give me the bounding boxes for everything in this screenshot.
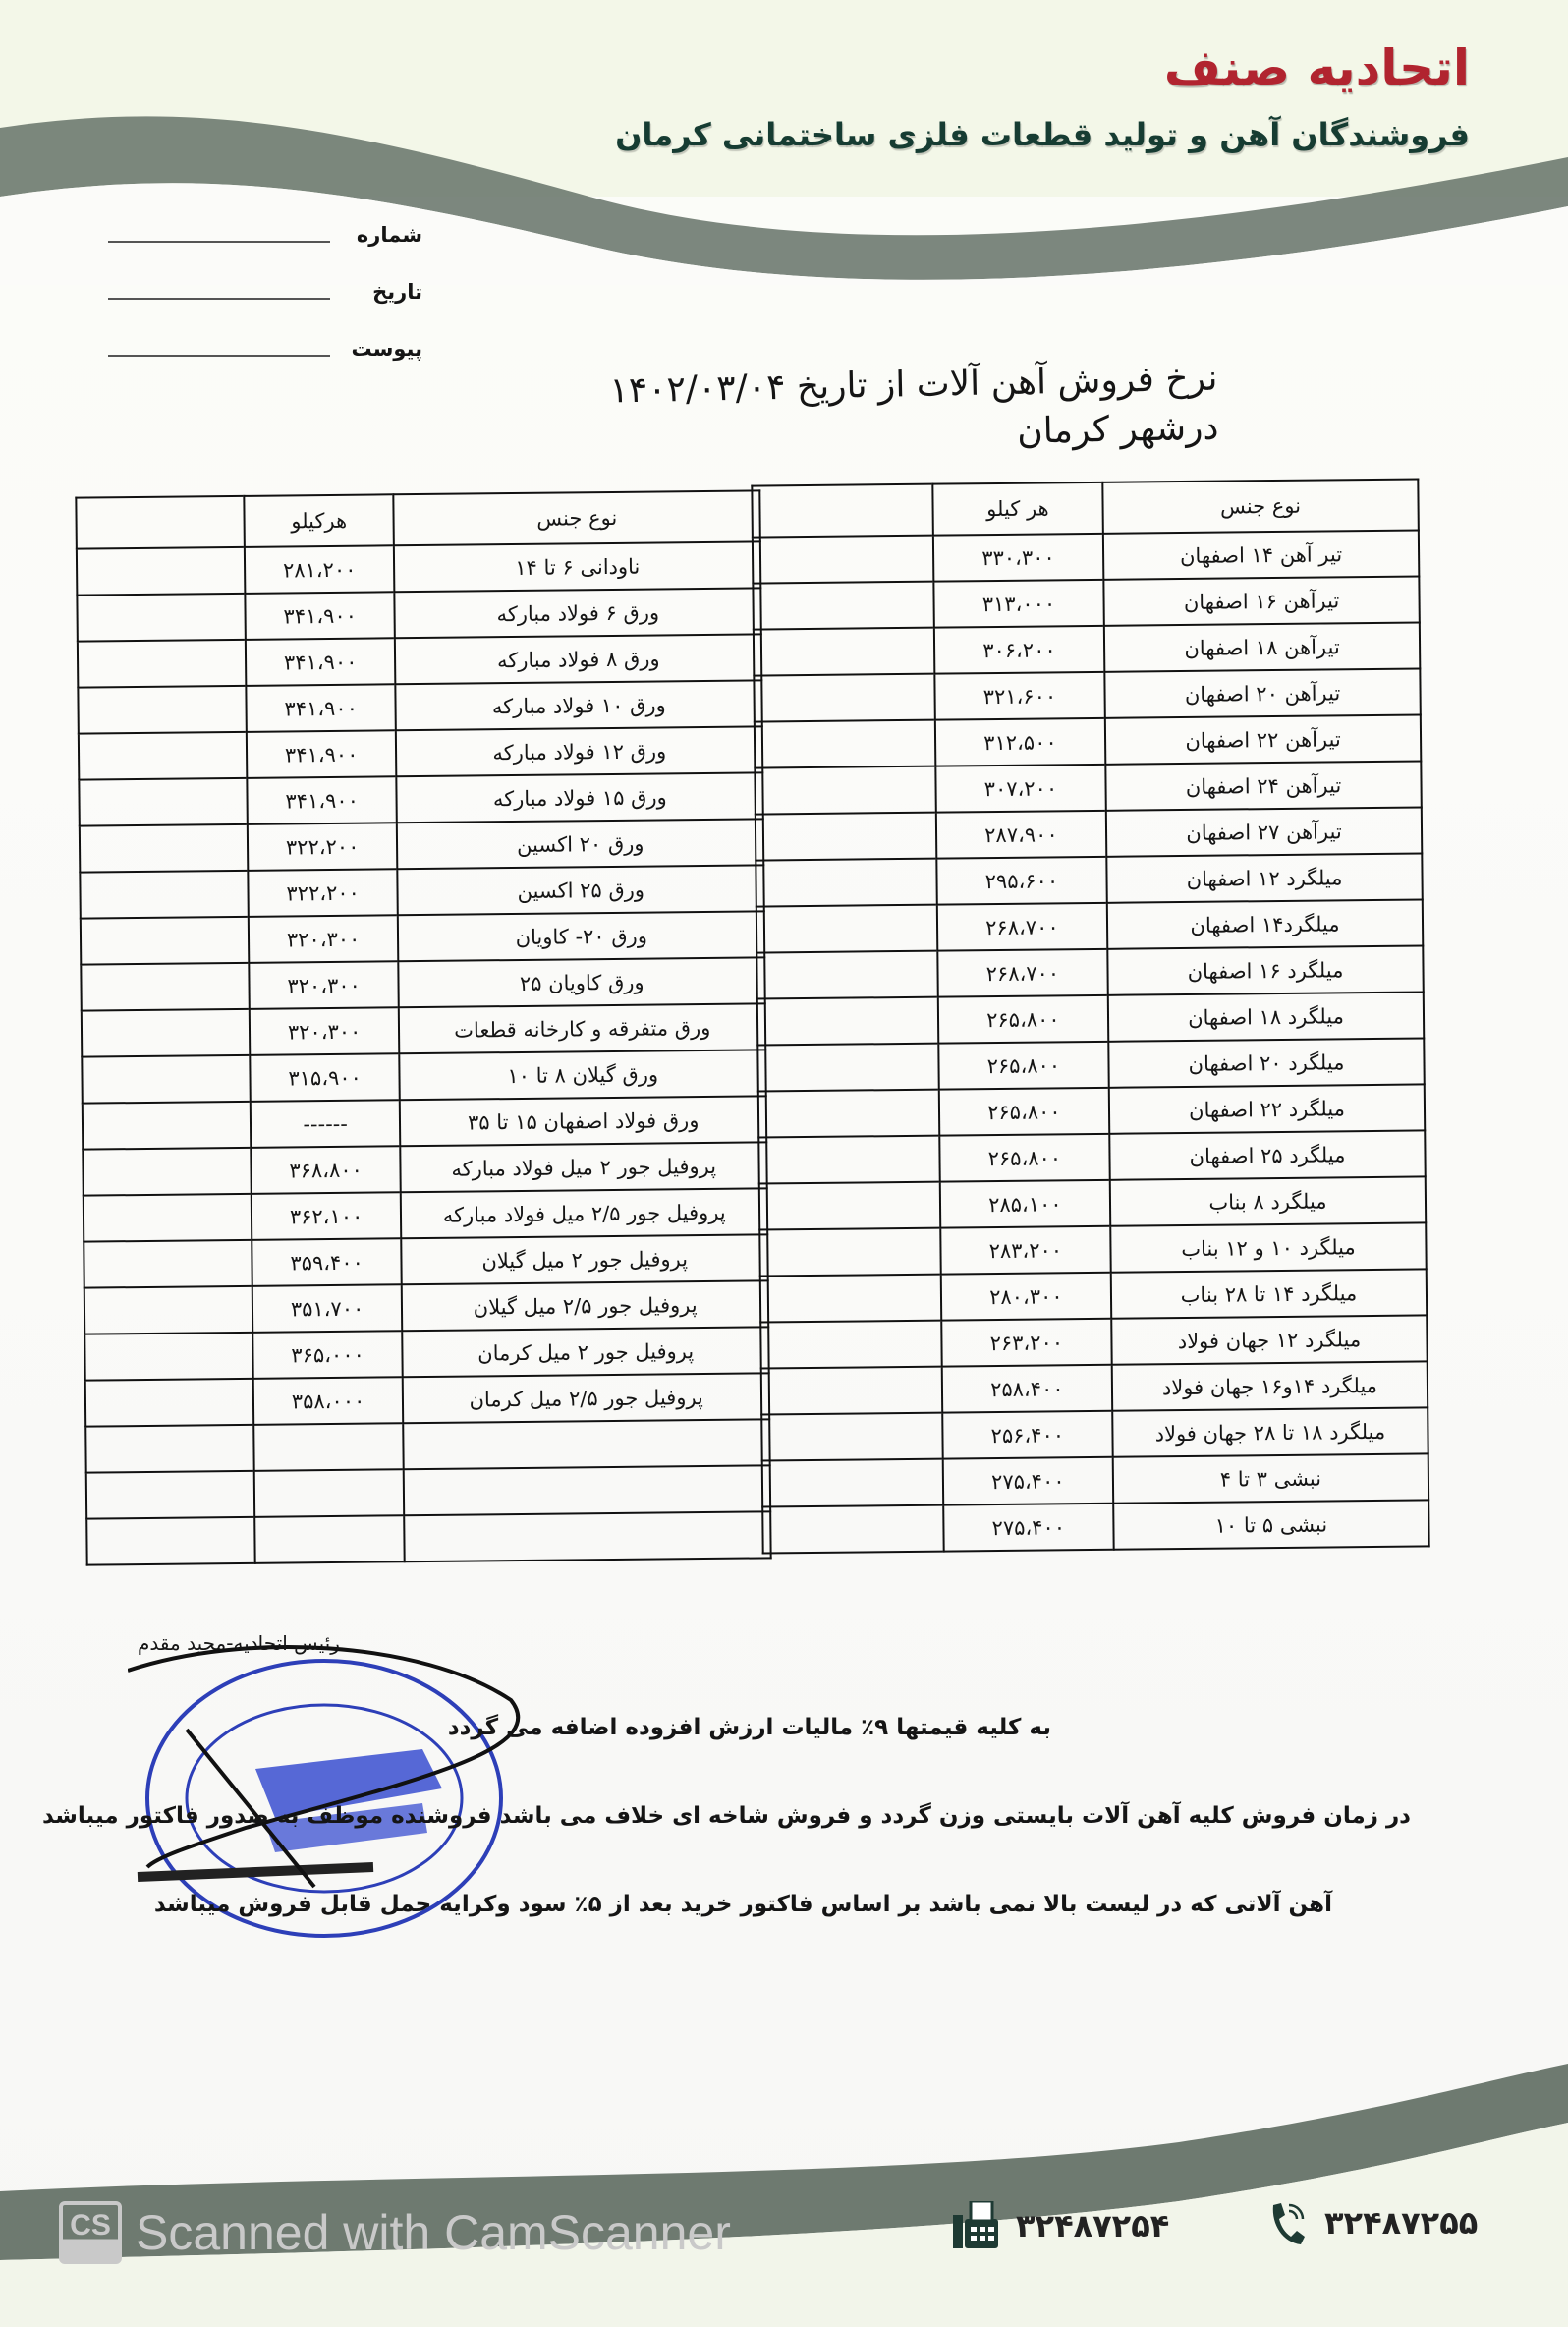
price-cell: ۳۱۵،۹۰۰: [250, 1053, 400, 1102]
item-cell: تیرآهن ۲۷ اصفهان: [1106, 807, 1423, 856]
blank-cell: [81, 963, 249, 1011]
table-row: [761, 1361, 1428, 1414]
table-row: [756, 899, 1423, 952]
item-cell: تیرآهن ۲۰ اصفهان: [1104, 668, 1421, 717]
item-cell: تیرآهن ۱۶ اصفهان: [1103, 576, 1420, 625]
blank-cell: [78, 640, 246, 688]
price-cell: ۳۲۰،۳۰۰: [249, 961, 399, 1009]
fax-icon: [953, 2201, 998, 2250]
price-cell: ۲۶۳،۲۰۰: [941, 1319, 1112, 1367]
price-table-left: [75, 489, 771, 1565]
table-row: [761, 1407, 1428, 1460]
item-cell: تیرآهن ۲۴ اصفهان: [1105, 761, 1422, 810]
table-row: [762, 1453, 1428, 1506]
blank-cell: [759, 1182, 940, 1230]
blank-cell: [84, 1194, 252, 1242]
item-cell: میلگرد ۱۸ اصفهان: [1108, 992, 1425, 1041]
blank-cell: [762, 1459, 943, 1507]
header-price: هرکیلو: [244, 494, 394, 547]
price-cell: ۳۱۳،۰۰۰: [933, 580, 1104, 628]
table-row: [753, 576, 1419, 629]
price-cell: ۲۸۱،۲۰۰: [245, 545, 395, 594]
number-field: [108, 206, 422, 263]
item-cell: تیرآهن ۲۲ اصفهان: [1105, 714, 1422, 764]
item-cell: [404, 1465, 770, 1515]
price-cell: ------: [251, 1100, 401, 1148]
price-cell: ۳۲۲،۲۰۰: [248, 869, 398, 917]
blank-cell: [82, 1009, 250, 1057]
table-row: [754, 622, 1420, 675]
table-row: [756, 945, 1423, 998]
date-field: [108, 263, 422, 320]
blank-cell: [85, 1379, 253, 1427]
blank-cell: [756, 813, 936, 861]
blank-cell: [758, 1090, 939, 1138]
blank-cell: [80, 871, 248, 919]
blank-cell: [86, 1517, 254, 1565]
table-row: [762, 1500, 1428, 1553]
blank-cell: [77, 547, 245, 596]
note-other-items: آهن آلاتی که در لیست بالا نمی باشد بر اساس فاکتور خرید بعد از ۵٪ سود وکرایه حمل قابل فروش میباشد: [153, 1892, 1332, 1917]
table-row: [83, 1096, 766, 1149]
price-cell: ۲۵۸،۴۰۰: [942, 1365, 1113, 1413]
attachment-line: [108, 355, 330, 357]
price-cell: ۲۶۵،۸۰۰: [938, 1042, 1109, 1090]
table-row: [754, 668, 1420, 721]
table-row: [759, 1176, 1426, 1229]
price-cell: ۳۶۵،۰۰۰: [252, 1331, 403, 1379]
price-cell: ۳۴۱،۹۰۰: [246, 638, 396, 686]
phone-number: [1267, 2201, 1478, 2244]
price-cell: ۳۴۱،۹۰۰: [247, 730, 397, 778]
blank-cell: [756, 951, 937, 999]
table-row: [81, 957, 764, 1010]
item-cell: ورق ۶ فولاد مبارکه: [395, 588, 761, 638]
blank-cell: [83, 1148, 251, 1196]
price-cell: ۳۲۱،۶۰۰: [934, 672, 1105, 720]
price-cell: ۳۲۰،۳۰۰: [250, 1007, 400, 1055]
table-row: [82, 1050, 765, 1103]
item-cell: ورق ۲۵ اکسین: [398, 865, 764, 915]
table-row: [755, 714, 1421, 767]
table-row: [80, 865, 763, 918]
table-header-row: [752, 479, 1419, 537]
table-row: [760, 1269, 1427, 1322]
item-cell: میلگرد ۱۲ جهان فولاد: [1111, 1315, 1428, 1364]
header-item: نوع جنس: [1102, 479, 1419, 533]
header-blank: [752, 484, 932, 538]
item-cell: ورق ۲۰ اکسین: [397, 819, 763, 869]
date-line: [108, 298, 330, 300]
date-label: تاریخ: [372, 280, 422, 304]
item-cell: نبشی ۵ تا ۱۰: [1113, 1500, 1429, 1549]
blank-cell: [84, 1286, 252, 1334]
fax-number: [953, 2201, 1169, 2250]
price-cell: ۲۸۰،۳۰۰: [941, 1273, 1112, 1321]
item-cell: ورق ۸ فولاد مبارکه: [395, 634, 761, 684]
price-cell: ۳۴۱،۹۰۰: [245, 592, 395, 640]
table-row: [84, 1188, 767, 1241]
table-row: [81, 911, 764, 964]
item-cell: تیر آهن ۱۴ اصفهان: [1103, 530, 1420, 579]
blank-cell: [84, 1333, 252, 1381]
item-cell: نبشی ۳ تا ۴: [1113, 1453, 1429, 1503]
item-cell: پروفیل جور ۲ میل کرمان: [403, 1327, 769, 1377]
table-row: [758, 1084, 1425, 1137]
price-cell: ۲۷۵،۴۰۰: [942, 1457, 1113, 1505]
price-cell: ۳۵۱،۷۰۰: [252, 1284, 403, 1333]
blank-cell: [79, 732, 247, 780]
blank-cell: [760, 1321, 941, 1369]
note-weighing: در زمان فروش کلیه آهن آلات بایستی وزن گردد و فروش شاخه ای خلاف می باشد فروشنده موظف به صدور فاکتور میباشد: [42, 1803, 1411, 1829]
price-cell: ۲۶۸،۷۰۰: [937, 903, 1108, 951]
table-row: [77, 541, 760, 595]
phone-number-text: ۳۲۴۸۷۲۵۵: [1324, 2204, 1479, 2242]
blank-cell: [760, 1275, 941, 1323]
table-row: [757, 1038, 1424, 1091]
table-row: [77, 588, 760, 641]
price-cell: ۲۹۵،۶۰۰: [936, 857, 1107, 905]
item-cell: ورق متفرقه و کارخانه قطعات: [399, 1003, 765, 1053]
price-cell: ۲۶۵،۸۰۰: [939, 1134, 1110, 1182]
table-row: [84, 1234, 767, 1287]
price-cell: ۲۷۵،۴۰۰: [943, 1504, 1114, 1552]
document-title: [333, 355, 1219, 472]
blank-cell: [78, 686, 246, 734]
price-cell: ۳۳۰،۳۰۰: [933, 534, 1104, 582]
signature-caption: رئیس اتحادیه-مجید مقدم: [138, 1631, 340, 1655]
price-cell: ۲۸۷،۹۰۰: [936, 811, 1107, 859]
price-cell: ۳۱۲،۵۰۰: [935, 718, 1106, 766]
item-cell: میلگرد ۲۲ اصفهان: [1109, 1084, 1426, 1133]
table-row: [84, 1327, 768, 1380]
blank-cell: [756, 859, 936, 907]
blank-cell: [761, 1367, 942, 1415]
blank-cell: [757, 997, 938, 1046]
price-cell: ۲۶۵،۸۰۰: [938, 995, 1109, 1044]
blank-cell: [77, 594, 245, 642]
blank-cell: [83, 1102, 251, 1150]
item-cell: ورق ۱۲ فولاد مبارکه: [396, 726, 762, 776]
note-vat: به کلیه قیمتها ۹٪ مالیات ارزش افزوده اضافه می گردد: [447, 1715, 1051, 1740]
union-subtitle: فروشندگان آهن و تولید قطعات فلزی ساختمانی کرمان: [615, 116, 1470, 153]
blank-cell: [79, 778, 247, 826]
table-row: [78, 680, 761, 733]
item-cell: [405, 1511, 771, 1561]
header-price: هر کیلو: [932, 482, 1103, 536]
table-row: [86, 1465, 770, 1518]
table-row: [85, 1373, 769, 1426]
price-cell: ۳۶۲،۱۰۰: [252, 1192, 402, 1240]
blank-cell: [755, 766, 935, 815]
item-cell: میلگرد ۱۲ اصفهان: [1106, 853, 1423, 902]
document-title-line1: نرخ فروش آهن آلات از تاریخ ۱۴۰۲/۰۳/۰۴: [609, 358, 1218, 412]
table-row: [755, 761, 1421, 814]
document-title-line2: درشهر کرمان: [1016, 407, 1219, 452]
item-cell: ورق گیلان ۸ تا ۱۰: [400, 1050, 766, 1100]
item-cell: ورق ۱۵ فولاد مبارکه: [397, 772, 763, 823]
price-cell: ۳۵۸،۰۰۰: [253, 1377, 404, 1425]
camscanner-watermark: [59, 2201, 731, 2264]
blank-cell: [85, 1425, 253, 1473]
item-cell: میلگرد ۲۰ اصفهان: [1108, 1038, 1425, 1087]
table-row: [756, 853, 1422, 906]
blank-cell: [756, 905, 937, 953]
item-cell: میلگرد ۱۰ و ۱۲ بناب: [1110, 1222, 1427, 1272]
table-row: [86, 1511, 770, 1564]
price-cell: ۲۸۵،۱۰۰: [940, 1180, 1111, 1228]
table-row: [760, 1315, 1427, 1368]
blank-cell: [80, 824, 248, 873]
item-cell: ورق کاویان ۲۵: [399, 957, 765, 1007]
header-item: نوع جنس: [394, 490, 760, 545]
item-cell: میلگرد۱۴ اصفهان: [1107, 899, 1424, 948]
table-row: [79, 726, 762, 779]
table-row: [84, 1280, 768, 1334]
item-cell: میلگرد ۱۴ تا ۲۸ بناب: [1111, 1269, 1428, 1318]
blank-cell: [754, 628, 934, 676]
table-row: [753, 530, 1419, 583]
price-cell: ۳۰۶،۲۰۰: [934, 626, 1105, 674]
blank-cell: [82, 1055, 250, 1104]
letter-meta-fields: [108, 206, 422, 377]
item-cell: ورق ۲۰- کاویان: [398, 911, 764, 961]
item-cell: میلگرد ۱۴و۱۶ جهان فولاد: [1112, 1361, 1428, 1410]
table-row: [78, 634, 761, 687]
item-cell: پروفیل جور ۲ میل فولاد مبارکه: [401, 1142, 767, 1192]
blank-cell: [86, 1471, 254, 1519]
price-cell: ۳۵۹،۴۰۰: [252, 1238, 402, 1286]
item-cell: میلگرد ۸ بناب: [1110, 1176, 1427, 1225]
price-cell: ۲۶۵،۸۰۰: [939, 1088, 1110, 1136]
price-table-right: [751, 478, 1429, 1554]
blank-cell: [81, 917, 249, 965]
item-cell: پروفیل جور ۲/۵ میل گیلان: [402, 1280, 768, 1331]
item-cell: ناودانی ۶ تا ۱۴: [394, 541, 760, 592]
table-row: [83, 1142, 766, 1195]
price-cell: ۲۶۸،۷۰۰: [937, 949, 1108, 997]
table-row: [79, 772, 762, 825]
item-cell: پروفیل جور ۲/۵ میل فولاد مبارکه: [401, 1188, 767, 1238]
blank-cell: [753, 582, 933, 630]
item-cell: میلگرد ۲۵ اصفهان: [1109, 1130, 1426, 1179]
table-row: [759, 1222, 1426, 1276]
price-cell: ۲۸۳،۲۰۰: [940, 1226, 1111, 1275]
number-label: شماره: [356, 223, 422, 247]
item-cell: میلگرد ۱۸ تا ۲۸ جهان فولاد: [1112, 1407, 1428, 1456]
phone-icon: [1267, 2201, 1307, 2244]
table-row: [756, 807, 1422, 860]
blank-cell: [757, 1044, 938, 1092]
item-cell: [404, 1419, 770, 1469]
header-blank: [76, 496, 244, 549]
table-row: [82, 1003, 765, 1056]
table-row: [757, 992, 1424, 1045]
blank-cell: [759, 1228, 940, 1277]
number-line: [108, 241, 330, 243]
blank-cell: [755, 720, 935, 768]
price-cell: ۳۴۱،۹۰۰: [247, 776, 397, 824]
blank-cell: [758, 1136, 939, 1184]
price-cell: ۳۶۸،۸۰۰: [251, 1146, 401, 1194]
union-title: اتحادیه صنف: [1163, 39, 1470, 96]
fax-number-text: ۳۲۴۸۷۲۵۴: [1016, 2207, 1170, 2244]
table-header-row: [76, 490, 760, 548]
camscanner-logo-icon: CS: [59, 2201, 122, 2264]
blank-cell: [753, 536, 933, 584]
attachment-label: پیوست: [351, 337, 422, 361]
blank-cell: [84, 1240, 252, 1288]
camscanner-text: Scanned with CamScanner: [136, 2205, 731, 2260]
price-cell: ۳۲۰،۳۰۰: [249, 915, 399, 963]
item-cell: تیرآهن ۱۸ اصفهان: [1104, 622, 1421, 671]
item-cell: ورق ۱۰ فولاد مبارکه: [396, 680, 762, 730]
item-cell: ورق فولاد اصفهان ۱۵ تا ۳۵: [400, 1096, 766, 1146]
footer-wave: [0, 2044, 1568, 2327]
item-cell: پروفیل جور ۲ میل گیلان: [402, 1234, 768, 1284]
blank-cell: [754, 674, 934, 722]
price-cell: ۲۵۶،۴۰۰: [942, 1411, 1113, 1459]
price-cell: [253, 1469, 404, 1517]
price-cell: ۳۴۱،۹۰۰: [246, 684, 396, 732]
price-cell: [254, 1515, 405, 1563]
price-cell: ۳۰۷،۲۰۰: [935, 765, 1106, 813]
table-row: [80, 819, 763, 872]
blank-cell: [762, 1505, 943, 1554]
price-cell: [253, 1423, 404, 1471]
table-row: [85, 1419, 769, 1472]
attachment-field: [108, 320, 422, 377]
item-cell: پروفیل جور ۲/۵ میل کرمان: [403, 1373, 769, 1423]
table-row: [758, 1130, 1425, 1183]
blank-cell: [761, 1413, 942, 1461]
price-cell: ۳۲۲،۲۰۰: [248, 823, 398, 871]
item-cell: میلگرد ۱۶ اصفهان: [1107, 945, 1424, 994]
